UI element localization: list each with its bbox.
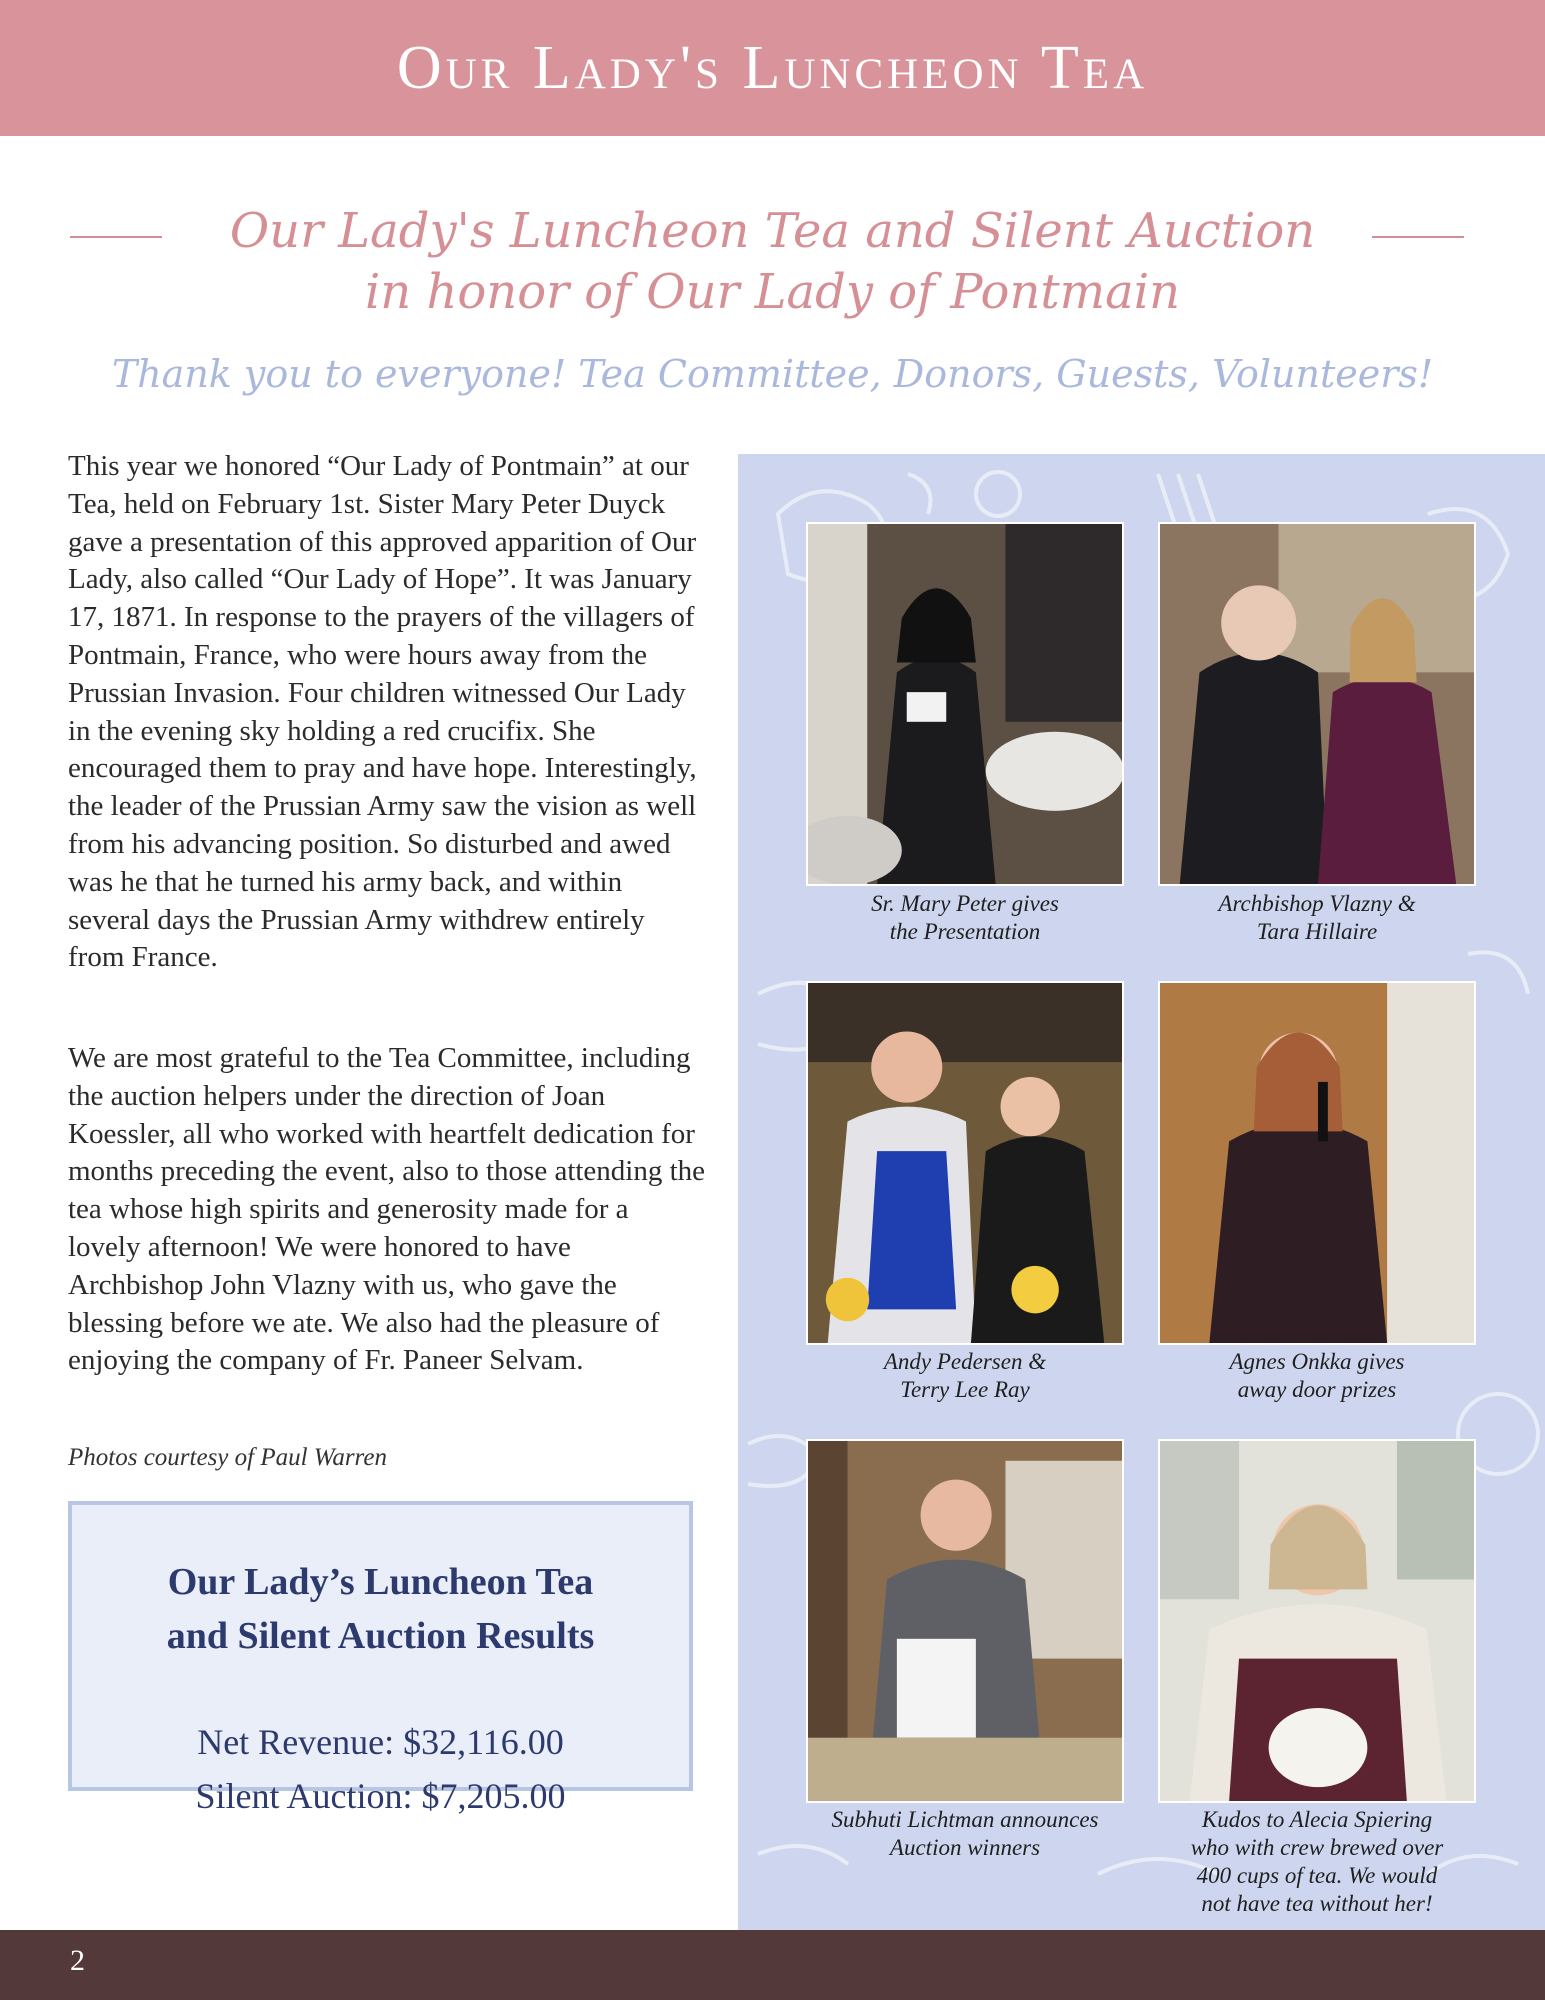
caption-5: Subhuti Lichtman announces Auction winners — [831, 1807, 1099, 1860]
results-title-line-1: Our Lady’s Luncheon Tea — [167, 1561, 594, 1603]
photo-gallery-panel — [738, 454, 1545, 1930]
photo-andy-and-terry — [806, 981, 1124, 1345]
net-revenue: Net Revenue: $32,116.00 — [197, 1722, 564, 1762]
page-banner — [0, 0, 1545, 136]
photo-agnes-onkka — [1158, 981, 1476, 1345]
caption-4: Agnes Onkka gives away door prizes — [1229, 1349, 1405, 1402]
photo-image-5 — [808, 1441, 1122, 1801]
headline-line-1: Our Lady's Luncheon Tea and Silent Auction — [229, 203, 1316, 259]
photo-image-1 — [808, 524, 1122, 884]
banner-title: Our Lady's Luncheon Tea — [396, 33, 1149, 102]
photo-credit: Photos courtesy of Paul Warren — [68, 1444, 387, 1471]
photo-image-4 — [1160, 983, 1474, 1343]
photo-sister-mary-peter — [806, 522, 1124, 886]
article-paragraph-1: This year we honored “Our Lady of Pontmain” at our Tea, held on February 1st. Sister Mary Peter Duyck gave a presentation of this approved apparition of Our Lady, also called “Our Lady of Hope”. It was January 17, 1871. In response to the prayers of the villagers of Pontmain, France, who were hours away from the Prussian Invasion. Four children witnessed Our Lady in the evening sky holding a red crucifix. She encouraged them to pray and have hope. Interestingly, the leader of the Prussian Army saw the vision as well from his advancing position. So disturbed and awed was he that he turned his army back, and within several days the Prussian Army withdrew entirely from France. — [68, 450, 697, 974]
photo-subhuti-lichtman — [806, 1439, 1124, 1803]
photo-image-3 — [808, 983, 1122, 1343]
page-number: 2 — [70, 1944, 85, 1977]
photo-archbishop-vlazny — [1158, 522, 1476, 886]
article-paragraph-2: We are most grateful to the Tea Committee, including the auction helpers under the direction of Joan Koessler, all who worked with heartfelt dedication for months preceding the event, also to those attending the tea whose high spirits and generosity made for a lovely afternoon! We were honored to have Archbishop John Vlazny with us, who gave the blessing before we ate. We also had the pleasure of enjoying the company of Fr. Paneer Selvam. — [68, 1042, 706, 1377]
results-title-line-2: and Silent Auction Results — [166, 1615, 595, 1657]
photo-alecia-spiering — [1158, 1439, 1476, 1803]
caption-6: Kudos to Alecia Spiering who with crew brewed over 400 cups of tea. We would not have tea without her! — [1190, 1807, 1444, 1916]
results-title — [72, 1555, 689, 1663]
silent-auction-total: Silent Auction: $7,205.00 — [195, 1776, 566, 1816]
caption-2: Archbishop Vlazny & Tara Hillaire — [1218, 891, 1416, 944]
headline-line-2: in honor of Our Lady of Pontmain — [364, 264, 1181, 320]
photo-image-6 — [1160, 1441, 1474, 1801]
auction-results-box — [68, 1501, 693, 1816]
photo-image-2 — [1160, 524, 1474, 884]
page-footer — [0, 1930, 1545, 2000]
thank-you-line: Thank you to everyone! Tea Committee, Donors, Guests, Volunteers! — [111, 352, 1434, 396]
caption-1: Sr. Mary Peter gives the Presentation — [871, 891, 1059, 944]
caption-3: Andy Pedersen & Terry Lee Ray — [883, 1349, 1047, 1402]
